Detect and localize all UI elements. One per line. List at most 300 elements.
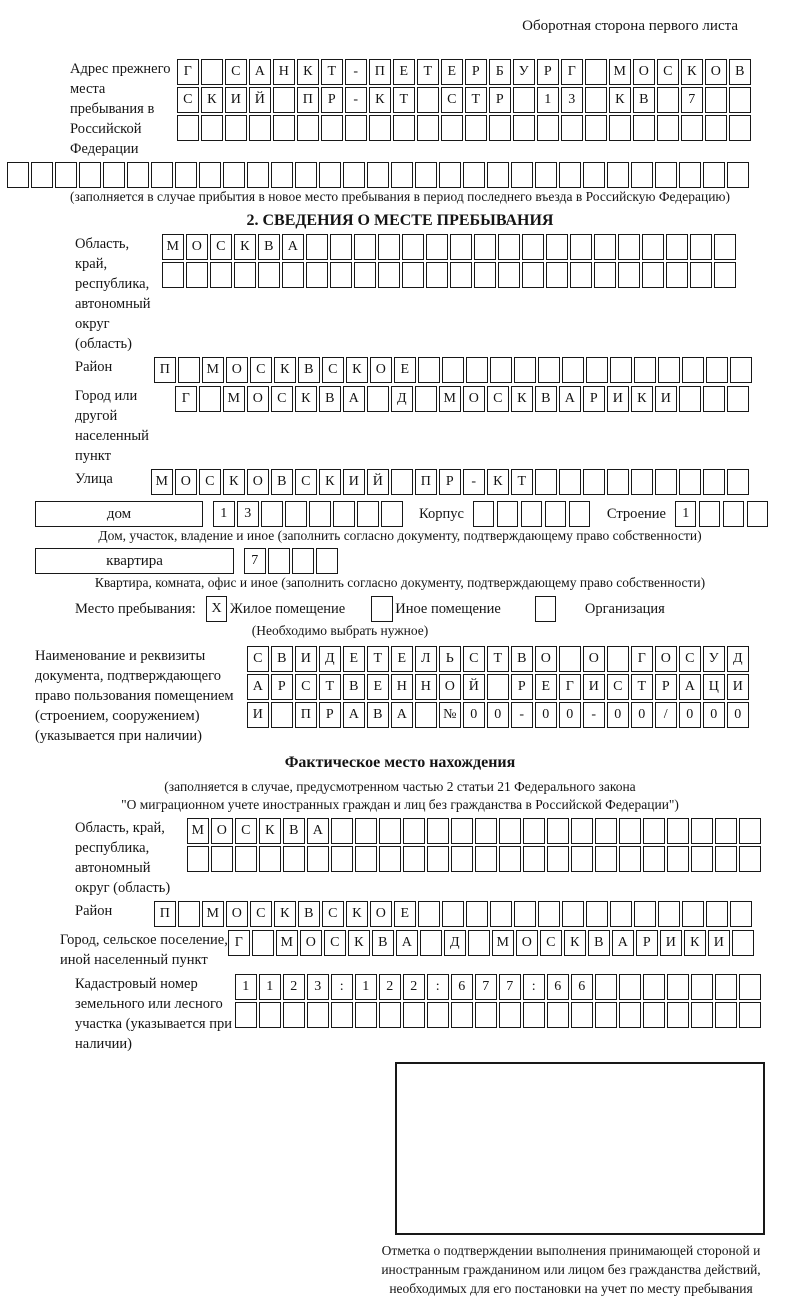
char-cell[interactable] bbox=[475, 1002, 497, 1028]
char-cell[interactable]: 1 bbox=[213, 501, 235, 527]
char-cell[interactable] bbox=[570, 234, 592, 260]
char-cell[interactable] bbox=[402, 234, 424, 260]
char-cell[interactable] bbox=[547, 1002, 569, 1028]
char-cell[interactable] bbox=[187, 846, 209, 872]
char-cell[interactable]: Е bbox=[343, 646, 365, 672]
char-cell[interactable]: С bbox=[463, 646, 485, 672]
char-cell[interactable]: Н bbox=[273, 59, 295, 85]
char-cell[interactable] bbox=[585, 87, 607, 113]
char-cell[interactable]: К bbox=[631, 386, 653, 412]
char-cell[interactable] bbox=[633, 115, 655, 141]
char-cell[interactable]: В bbox=[343, 674, 365, 700]
char-cell[interactable]: И bbox=[225, 87, 247, 113]
char-cell[interactable]: О bbox=[300, 930, 322, 956]
char-cell[interactable]: Л bbox=[415, 646, 437, 672]
char-cell[interactable]: С bbox=[295, 674, 317, 700]
char-cell[interactable]: К bbox=[511, 386, 533, 412]
char-cell[interactable] bbox=[514, 357, 536, 383]
char-cell[interactable]: Н bbox=[391, 674, 413, 700]
char-cell[interactable] bbox=[268, 548, 290, 574]
char-cell[interactable]: - bbox=[345, 59, 367, 85]
char-cell[interactable] bbox=[666, 262, 688, 288]
char-cell[interactable] bbox=[545, 501, 567, 527]
char-cell[interactable]: О bbox=[655, 646, 677, 672]
char-cell[interactable]: И bbox=[727, 674, 749, 700]
char-cell[interactable] bbox=[585, 59, 607, 85]
char-cell[interactable]: О bbox=[370, 357, 392, 383]
char-cell[interactable] bbox=[381, 501, 403, 527]
char-cell[interactable]: Р bbox=[583, 386, 605, 412]
char-cell[interactable]: А bbox=[343, 702, 365, 728]
char-cell[interactable] bbox=[643, 1002, 665, 1028]
char-cell[interactable] bbox=[249, 115, 271, 141]
char-cell[interactable]: Й bbox=[463, 674, 485, 700]
char-cell[interactable] bbox=[271, 702, 293, 728]
char-cell[interactable] bbox=[415, 386, 437, 412]
char-cell[interactable] bbox=[331, 846, 353, 872]
char-cell[interactable] bbox=[562, 357, 584, 383]
char-cell[interactable] bbox=[535, 469, 557, 495]
char-cell[interactable]: 7 bbox=[244, 548, 266, 574]
char-cell[interactable] bbox=[234, 262, 256, 288]
char-cell[interactable] bbox=[499, 818, 521, 844]
char-cell[interactable]: Р bbox=[465, 59, 487, 85]
char-cell[interactable]: - bbox=[345, 87, 367, 113]
char-cell[interactable]: А bbox=[559, 386, 581, 412]
char-cell[interactable]: Р bbox=[321, 87, 343, 113]
char-cell[interactable] bbox=[607, 646, 629, 672]
char-cell[interactable] bbox=[330, 262, 352, 288]
char-cell[interactable]: 0 bbox=[487, 702, 509, 728]
char-cell[interactable] bbox=[55, 162, 77, 188]
char-cell[interactable] bbox=[420, 930, 442, 956]
char-cell[interactable]: В bbox=[298, 901, 320, 927]
char-cell[interactable] bbox=[235, 846, 257, 872]
char-cell[interactable] bbox=[595, 1002, 617, 1028]
char-cell[interactable] bbox=[31, 162, 53, 188]
char-cell[interactable] bbox=[691, 1002, 713, 1028]
char-cell[interactable] bbox=[283, 846, 305, 872]
char-cell[interactable]: В bbox=[588, 930, 610, 956]
char-cell[interactable]: П bbox=[154, 901, 176, 927]
char-cell[interactable]: В bbox=[283, 818, 305, 844]
char-cell[interactable] bbox=[379, 1002, 401, 1028]
char-cell[interactable] bbox=[703, 469, 725, 495]
char-cell[interactable]: Е bbox=[441, 59, 463, 85]
char-cell[interactable] bbox=[487, 674, 509, 700]
char-cell[interactable]: 7 bbox=[475, 974, 497, 1000]
char-cell[interactable] bbox=[559, 469, 581, 495]
char-cell[interactable]: М bbox=[223, 386, 245, 412]
char-cell[interactable] bbox=[282, 262, 304, 288]
char-cell[interactable]: 6 bbox=[451, 974, 473, 1000]
char-cell[interactable] bbox=[739, 1002, 761, 1028]
char-cell[interactable]: П bbox=[154, 357, 176, 383]
char-cell[interactable] bbox=[715, 974, 737, 1000]
char-cell[interactable]: М bbox=[202, 357, 224, 383]
char-cell[interactable] bbox=[594, 262, 616, 288]
char-cell[interactable]: С bbox=[322, 357, 344, 383]
char-cell[interactable] bbox=[427, 846, 449, 872]
char-cell[interactable]: 1 bbox=[537, 87, 559, 113]
char-cell[interactable] bbox=[705, 115, 727, 141]
char-cell[interactable]: С bbox=[199, 469, 221, 495]
char-cell[interactable]: : bbox=[427, 974, 449, 1000]
char-cell[interactable]: В bbox=[511, 646, 533, 672]
char-cell[interactable] bbox=[690, 262, 712, 288]
char-cell[interactable] bbox=[331, 1002, 353, 1028]
char-cell[interactable]: М bbox=[162, 234, 184, 260]
char-cell[interactable] bbox=[619, 846, 641, 872]
char-cell[interactable]: М bbox=[609, 59, 631, 85]
char-cell[interactable] bbox=[178, 357, 200, 383]
char-cell[interactable]: 3 bbox=[561, 87, 583, 113]
char-cell[interactable] bbox=[199, 162, 221, 188]
char-cell[interactable]: 1 bbox=[235, 974, 257, 1000]
char-cell[interactable] bbox=[619, 1002, 641, 1028]
char-cell[interactable] bbox=[513, 87, 535, 113]
char-cell[interactable] bbox=[418, 357, 440, 383]
char-cell[interactable]: В bbox=[271, 646, 293, 672]
char-cell[interactable]: В bbox=[298, 357, 320, 383]
char-cell[interactable]: / bbox=[655, 702, 677, 728]
char-cell[interactable] bbox=[403, 818, 425, 844]
char-cell[interactable] bbox=[466, 901, 488, 927]
char-cell[interactable]: Е bbox=[393, 59, 415, 85]
char-cell[interactable]: Т bbox=[321, 59, 343, 85]
char-cell[interactable] bbox=[691, 818, 713, 844]
char-cell[interactable]: А bbox=[679, 674, 701, 700]
char-cell[interactable] bbox=[730, 357, 752, 383]
char-cell[interactable]: К bbox=[234, 234, 256, 260]
char-cell[interactable] bbox=[682, 357, 704, 383]
char-cell[interactable]: 0 bbox=[631, 702, 653, 728]
char-cell[interactable] bbox=[201, 59, 223, 85]
char-cell[interactable] bbox=[162, 262, 184, 288]
char-cell[interactable] bbox=[634, 901, 656, 927]
char-cell[interactable] bbox=[691, 846, 713, 872]
char-cell[interactable]: Т bbox=[319, 674, 341, 700]
char-cell[interactable]: Ц bbox=[703, 674, 725, 700]
char-cell[interactable]: Г bbox=[561, 59, 583, 85]
char-cell[interactable] bbox=[331, 818, 353, 844]
char-cell[interactable]: С bbox=[250, 901, 272, 927]
char-cell[interactable]: : bbox=[523, 974, 545, 1000]
char-cell[interactable]: С bbox=[607, 674, 629, 700]
char-cell[interactable]: - bbox=[463, 469, 485, 495]
char-cell[interactable] bbox=[498, 234, 520, 260]
char-cell[interactable]: 1 bbox=[355, 974, 377, 1000]
char-cell[interactable] bbox=[474, 234, 496, 260]
char-cell[interactable] bbox=[273, 87, 295, 113]
char-cell[interactable] bbox=[354, 262, 376, 288]
char-cell[interactable] bbox=[442, 901, 464, 927]
char-cell[interactable] bbox=[417, 87, 439, 113]
char-cell[interactable]: М bbox=[492, 930, 514, 956]
char-cell[interactable]: В bbox=[535, 386, 557, 412]
char-cell[interactable]: Д bbox=[391, 386, 413, 412]
char-cell[interactable] bbox=[490, 901, 512, 927]
char-cell[interactable] bbox=[295, 162, 317, 188]
char-cell[interactable] bbox=[490, 357, 512, 383]
char-cell[interactable] bbox=[571, 818, 593, 844]
char-cell[interactable]: В bbox=[729, 59, 751, 85]
char-cell[interactable]: А bbox=[612, 930, 634, 956]
char-cell[interactable] bbox=[426, 234, 448, 260]
char-cell[interactable]: С bbox=[657, 59, 679, 85]
char-cell[interactable] bbox=[441, 115, 463, 141]
char-cell[interactable] bbox=[634, 357, 656, 383]
char-cell[interactable]: И bbox=[583, 674, 605, 700]
char-cell[interactable]: О bbox=[705, 59, 727, 85]
char-cell[interactable] bbox=[417, 115, 439, 141]
char-cell[interactable] bbox=[643, 818, 665, 844]
char-cell[interactable] bbox=[666, 234, 688, 260]
char-cell[interactable]: В bbox=[271, 469, 293, 495]
char-cell[interactable]: Р bbox=[489, 87, 511, 113]
char-cell[interactable]: С bbox=[679, 646, 701, 672]
char-cell[interactable] bbox=[546, 262, 568, 288]
char-cell[interactable] bbox=[523, 1002, 545, 1028]
char-cell[interactable] bbox=[658, 357, 680, 383]
char-cell[interactable]: Д bbox=[444, 930, 466, 956]
char-cell[interactable]: Й bbox=[249, 87, 271, 113]
char-cell[interactable] bbox=[595, 818, 617, 844]
char-cell[interactable] bbox=[535, 162, 557, 188]
char-cell[interactable] bbox=[609, 115, 631, 141]
char-cell[interactable]: О bbox=[226, 357, 248, 383]
char-cell[interactable] bbox=[379, 818, 401, 844]
char-cell[interactable] bbox=[316, 548, 338, 574]
char-cell[interactable] bbox=[667, 818, 689, 844]
char-cell[interactable] bbox=[415, 162, 437, 188]
char-cell[interactable] bbox=[679, 162, 701, 188]
char-cell[interactable]: Г bbox=[631, 646, 653, 672]
char-cell[interactable]: К bbox=[684, 930, 706, 956]
char-cell[interactable] bbox=[450, 262, 472, 288]
char-cell[interactable]: М bbox=[151, 469, 173, 495]
char-cell[interactable]: А bbox=[396, 930, 418, 956]
char-cell[interactable]: П bbox=[297, 87, 319, 113]
char-cell[interactable]: 1 bbox=[675, 501, 697, 527]
char-cell[interactable]: К bbox=[487, 469, 509, 495]
char-cell[interactable]: Р bbox=[439, 469, 461, 495]
char-cell[interactable] bbox=[655, 469, 677, 495]
char-cell[interactable] bbox=[667, 846, 689, 872]
char-cell[interactable] bbox=[607, 162, 629, 188]
char-cell[interactable]: М bbox=[202, 901, 224, 927]
char-cell[interactable] bbox=[466, 357, 488, 383]
char-cell[interactable]: Е bbox=[367, 674, 389, 700]
char-cell[interactable] bbox=[378, 234, 400, 260]
char-cell[interactable]: К bbox=[348, 930, 370, 956]
char-cell[interactable] bbox=[511, 162, 533, 188]
char-cell[interactable]: И bbox=[295, 646, 317, 672]
char-cell[interactable] bbox=[705, 87, 727, 113]
char-cell[interactable] bbox=[681, 115, 703, 141]
char-cell[interactable] bbox=[127, 162, 149, 188]
char-cell[interactable]: Т bbox=[511, 469, 533, 495]
char-cell[interactable] bbox=[151, 162, 173, 188]
char-cell[interactable] bbox=[643, 974, 665, 1000]
char-cell[interactable]: Т bbox=[487, 646, 509, 672]
char-cell[interactable] bbox=[442, 357, 464, 383]
char-cell[interactable]: 0 bbox=[535, 702, 557, 728]
char-cell[interactable]: Е bbox=[535, 674, 557, 700]
char-cell[interactable] bbox=[703, 162, 725, 188]
char-cell[interactable] bbox=[258, 262, 280, 288]
char-cell[interactable]: О bbox=[370, 901, 392, 927]
char-cell[interactable]: О bbox=[175, 469, 197, 495]
char-cell[interactable]: Д bbox=[319, 646, 341, 672]
char-cell[interactable]: О bbox=[633, 59, 655, 85]
char-cell[interactable] bbox=[103, 162, 125, 188]
char-cell[interactable] bbox=[489, 115, 511, 141]
char-cell[interactable]: Р bbox=[319, 702, 341, 728]
char-cell[interactable]: О bbox=[247, 469, 269, 495]
char-cell[interactable] bbox=[571, 1002, 593, 1028]
char-cell[interactable]: В bbox=[372, 930, 394, 956]
char-cell[interactable]: К bbox=[201, 87, 223, 113]
char-cell[interactable]: Т bbox=[631, 674, 653, 700]
char-cell[interactable] bbox=[667, 974, 689, 1000]
char-cell[interactable] bbox=[658, 901, 680, 927]
char-cell[interactable]: 0 bbox=[559, 702, 581, 728]
char-cell[interactable]: 0 bbox=[463, 702, 485, 728]
char-cell[interactable]: 2 bbox=[283, 974, 305, 1000]
char-cell[interactable] bbox=[521, 501, 543, 527]
char-cell[interactable] bbox=[292, 548, 314, 574]
char-cell[interactable] bbox=[569, 501, 591, 527]
char-cell[interactable]: М bbox=[439, 386, 461, 412]
char-cell[interactable]: К bbox=[223, 469, 245, 495]
char-cell[interactable] bbox=[450, 234, 472, 260]
char-cell[interactable]: Й bbox=[367, 469, 389, 495]
char-cell[interactable] bbox=[463, 162, 485, 188]
char-cell[interactable] bbox=[561, 115, 583, 141]
char-cell[interactable] bbox=[562, 901, 584, 927]
char-cell[interactable]: И bbox=[247, 702, 269, 728]
char-cell[interactable] bbox=[259, 846, 281, 872]
char-cell[interactable] bbox=[730, 901, 752, 927]
char-cell[interactable]: Р bbox=[271, 674, 293, 700]
char-cell[interactable] bbox=[595, 846, 617, 872]
char-cell[interactable] bbox=[610, 357, 632, 383]
char-cell[interactable]: С bbox=[271, 386, 293, 412]
char-cell[interactable]: И bbox=[607, 386, 629, 412]
char-cell[interactable] bbox=[235, 1002, 257, 1028]
char-cell[interactable]: 2 bbox=[403, 974, 425, 1000]
char-cell[interactable] bbox=[333, 501, 355, 527]
char-cell[interactable] bbox=[607, 469, 629, 495]
char-cell[interactable] bbox=[643, 846, 665, 872]
char-cell[interactable] bbox=[682, 901, 704, 927]
char-cell[interactable]: О bbox=[516, 930, 538, 956]
char-cell[interactable]: Ь bbox=[439, 646, 461, 672]
char-cell[interactable] bbox=[546, 234, 568, 260]
char-cell[interactable] bbox=[679, 386, 701, 412]
char-cell[interactable]: А bbox=[282, 234, 304, 260]
organizaciya-checkbox[interactable] bbox=[535, 596, 557, 622]
char-cell[interactable] bbox=[657, 87, 679, 113]
char-cell[interactable]: С bbox=[540, 930, 562, 956]
char-cell[interactable]: Г bbox=[175, 386, 197, 412]
char-cell[interactable] bbox=[199, 386, 221, 412]
char-cell[interactable] bbox=[343, 162, 365, 188]
char-cell[interactable] bbox=[225, 115, 247, 141]
char-cell[interactable] bbox=[306, 262, 328, 288]
char-cell[interactable] bbox=[706, 357, 728, 383]
char-cell[interactable] bbox=[642, 262, 664, 288]
char-cell[interactable] bbox=[297, 115, 319, 141]
char-cell[interactable] bbox=[393, 115, 415, 141]
char-cell[interactable] bbox=[465, 115, 487, 141]
char-cell[interactable] bbox=[583, 469, 605, 495]
char-cell[interactable] bbox=[497, 501, 519, 527]
char-cell[interactable] bbox=[691, 974, 713, 1000]
char-cell[interactable] bbox=[7, 162, 29, 188]
char-cell[interactable] bbox=[321, 115, 343, 141]
char-cell[interactable] bbox=[714, 234, 736, 260]
char-cell[interactable]: К bbox=[681, 59, 703, 85]
char-cell[interactable] bbox=[538, 901, 560, 927]
char-cell[interactable]: А bbox=[307, 818, 329, 844]
char-cell[interactable]: : bbox=[331, 974, 353, 1000]
char-cell[interactable] bbox=[522, 234, 544, 260]
char-cell[interactable] bbox=[499, 846, 521, 872]
char-cell[interactable] bbox=[618, 234, 640, 260]
char-cell[interactable]: Р bbox=[636, 930, 658, 956]
char-cell[interactable] bbox=[714, 262, 736, 288]
char-cell[interactable] bbox=[715, 1002, 737, 1028]
char-cell[interactable] bbox=[739, 818, 761, 844]
char-cell[interactable] bbox=[537, 115, 559, 141]
char-cell[interactable] bbox=[747, 501, 769, 527]
char-cell[interactable] bbox=[727, 162, 749, 188]
char-cell[interactable]: И bbox=[655, 386, 677, 412]
char-cell[interactable]: С bbox=[177, 87, 199, 113]
char-cell[interactable] bbox=[355, 846, 377, 872]
char-cell[interactable] bbox=[391, 162, 413, 188]
char-cell[interactable]: И bbox=[343, 469, 365, 495]
char-cell[interactable]: Е bbox=[394, 357, 416, 383]
char-cell[interactable] bbox=[391, 469, 413, 495]
char-cell[interactable] bbox=[259, 1002, 281, 1028]
char-cell[interactable] bbox=[451, 846, 473, 872]
char-cell[interactable] bbox=[727, 386, 749, 412]
char-cell[interactable]: Т bbox=[417, 59, 439, 85]
char-cell[interactable]: - bbox=[583, 702, 605, 728]
char-cell[interactable] bbox=[610, 901, 632, 927]
char-cell[interactable]: Е bbox=[394, 901, 416, 927]
char-cell[interactable]: С bbox=[235, 818, 257, 844]
char-cell[interactable]: О bbox=[226, 901, 248, 927]
char-cell[interactable] bbox=[271, 162, 293, 188]
char-cell[interactable] bbox=[473, 501, 495, 527]
char-cell[interactable] bbox=[379, 846, 401, 872]
char-cell[interactable]: Р bbox=[655, 674, 677, 700]
char-cell[interactable] bbox=[451, 818, 473, 844]
char-cell[interactable]: К bbox=[297, 59, 319, 85]
char-cell[interactable]: П bbox=[369, 59, 391, 85]
char-cell[interactable] bbox=[655, 162, 677, 188]
char-cell[interactable]: Г bbox=[228, 930, 250, 956]
char-cell[interactable]: К bbox=[564, 930, 586, 956]
char-cell[interactable] bbox=[427, 818, 449, 844]
char-cell[interactable]: С bbox=[295, 469, 317, 495]
char-cell[interactable] bbox=[642, 234, 664, 260]
char-cell[interactable] bbox=[732, 930, 754, 956]
